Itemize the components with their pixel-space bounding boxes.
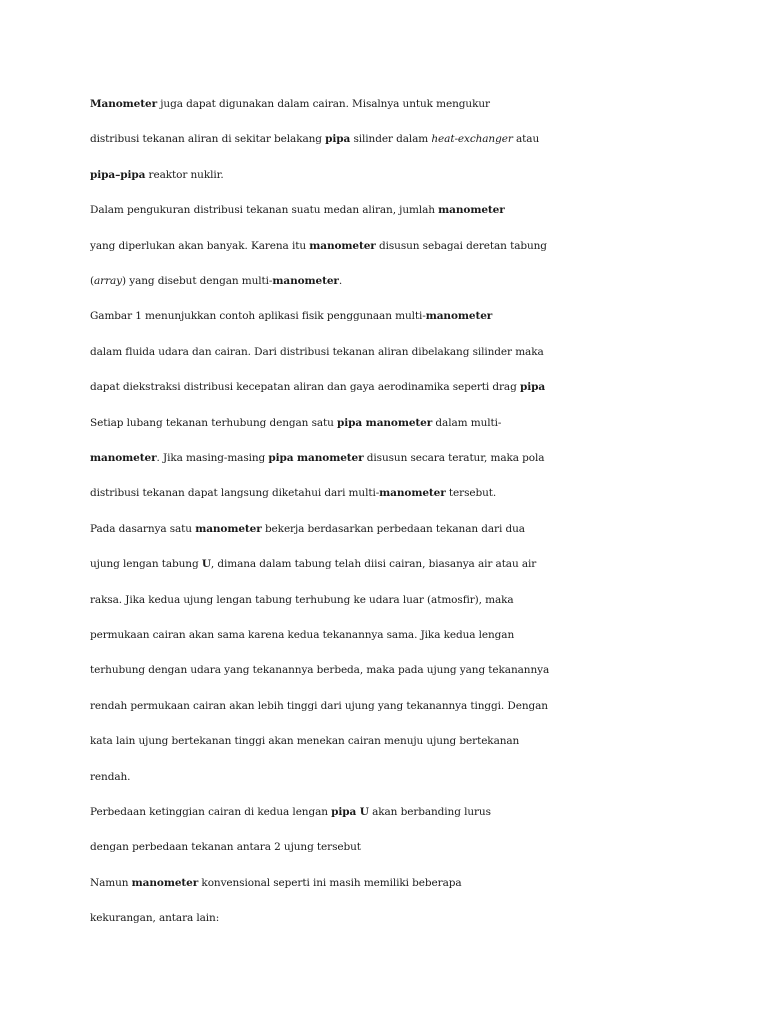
bold-term: manometer <box>425 310 493 323</box>
text-line <box>90 628 690 642</box>
text-run: tersebut. <box>445 487 497 500</box>
text-line <box>90 876 690 890</box>
text-run: distribusi tekanan aliran di sekitar belakang <box>90 133 326 146</box>
text-line <box>90 840 690 854</box>
text-run: terhubung dengan udara yang tekanannya berbeda, maka pada ujung yang tekanannya <box>90 664 550 677</box>
text-run: disusun sebagai deretan tabung <box>375 239 547 252</box>
text-run: dapat diekstraksi distribusi kecepatan aliran dan gaya aerodinamika seperti drag <box>90 381 520 394</box>
bold-term: pipa <box>325 133 351 146</box>
text-line <box>90 593 690 607</box>
text-run: . <box>338 275 343 287</box>
bold-term: manometer <box>90 452 157 464</box>
bold-term: Manometer <box>90 98 158 110</box>
text-line <box>90 203 690 217</box>
text-line <box>90 699 690 713</box>
bold-term: pipa U <box>331 806 369 818</box>
text-line <box>90 451 690 465</box>
text-run: kekurangan, antara lain: <box>90 912 220 925</box>
text-run: ) yang disebut dengan multi- <box>122 275 273 287</box>
text-run: dalam multi- <box>432 416 502 429</box>
text-run: Dalam pengukuran distribusi tekanan suatu medan aliran, jumlah <box>90 204 439 217</box>
text-line <box>90 97 690 111</box>
text-line <box>90 416 690 430</box>
text-line <box>90 557 690 571</box>
text-run: ujung lengan tabung <box>90 558 202 571</box>
text-run: dengan perbedaan tekanan antara 2 ujung tersebut <box>90 841 361 854</box>
text-line <box>90 734 690 748</box>
text-run: distribusi tekanan dapat langsung diketahui dari multi- <box>90 487 380 500</box>
bold-term: manometer <box>272 275 339 287</box>
text-line <box>90 663 690 677</box>
text-line <box>90 345 690 359</box>
text-run: permukaan cairan akan sama karena kedua tekanannya sama. Jika kedua lengan <box>90 629 515 641</box>
text-line <box>90 132 690 146</box>
bold-term: manometer <box>195 522 262 535</box>
text-run: Perbedaan ketinggian cairan di kedua lengan <box>90 806 332 818</box>
text-line <box>90 805 690 819</box>
text-line <box>90 239 690 253</box>
text-run: raksa. Jika kedua ujung lengan tabung terhubung ke udara luar (atmosfir), maka <box>90 593 514 606</box>
text-run: disusun secara teratur, maka pola <box>363 452 545 464</box>
text-run: , dimana dalam tabung telah diisi cairan, biasanya air atau air <box>210 558 537 571</box>
text-line <box>90 522 690 536</box>
text-run: silinder dalam <box>350 133 432 146</box>
bold-term: manometer <box>309 239 376 252</box>
bold-term: pipa manometer <box>337 416 433 429</box>
text-run: rendah permukaan cairan akan lebih tinggi dari ujung yang tekanannya tinggi. Dengan <box>90 699 548 712</box>
italic-term: heat-exchanger <box>431 133 513 146</box>
text-run: Gambar 1 menunjukkan contoh aplikasi fisik penggunaan multi- <box>90 310 426 323</box>
text-run: kata lain ujung bertekanan tinggi akan menekan cairan menuju ujung bertekanan <box>90 735 520 748</box>
text-run: . Jika masing-masing <box>156 452 269 464</box>
text-line <box>90 168 690 182</box>
bold-term: pipa–pipa <box>90 168 146 181</box>
text-line <box>90 911 690 925</box>
text-run: konvensional seperti ini masih memiliki beberapa <box>198 876 462 889</box>
text-line <box>90 309 690 323</box>
text-run: Setiap lubang tekanan terhubung dengan satu <box>90 416 338 429</box>
text-run: ( <box>90 275 94 287</box>
text-line <box>90 274 690 288</box>
bold-term: pipa manometer <box>268 452 364 464</box>
text-run: Pada dasarnya satu <box>90 522 196 535</box>
text-run: reaktor nuklir. <box>145 168 224 181</box>
text-run: akan berbanding lurus <box>368 806 491 818</box>
text-run: bekerja berdasarkan perbedaan tekanan dari dua <box>261 522 525 535</box>
text-line <box>90 486 690 500</box>
text-line <box>90 770 690 784</box>
text-run: yang diperlukan akan banyak. Karena itu <box>90 239 310 252</box>
bold-term: U <box>201 558 211 571</box>
bold-term: manometer <box>379 487 446 500</box>
text-run: juga dapat digunakan dalam cairan. Misalnya untuk mengukur <box>157 98 490 110</box>
bold-term: manometer <box>131 876 199 889</box>
text-run: atau <box>512 133 540 146</box>
text-run: Namun <box>90 876 132 889</box>
bold-term: pipa <box>519 381 546 394</box>
text-run: rendah. <box>90 770 131 783</box>
text-run: dalam fluida udara dan cairan. Dari distribusi tekanan aliran dibelakang silinder maka <box>90 345 544 358</box>
bold-term: manometer <box>438 204 505 217</box>
text-line <box>90 380 690 394</box>
italic-term: array <box>94 275 122 287</box>
